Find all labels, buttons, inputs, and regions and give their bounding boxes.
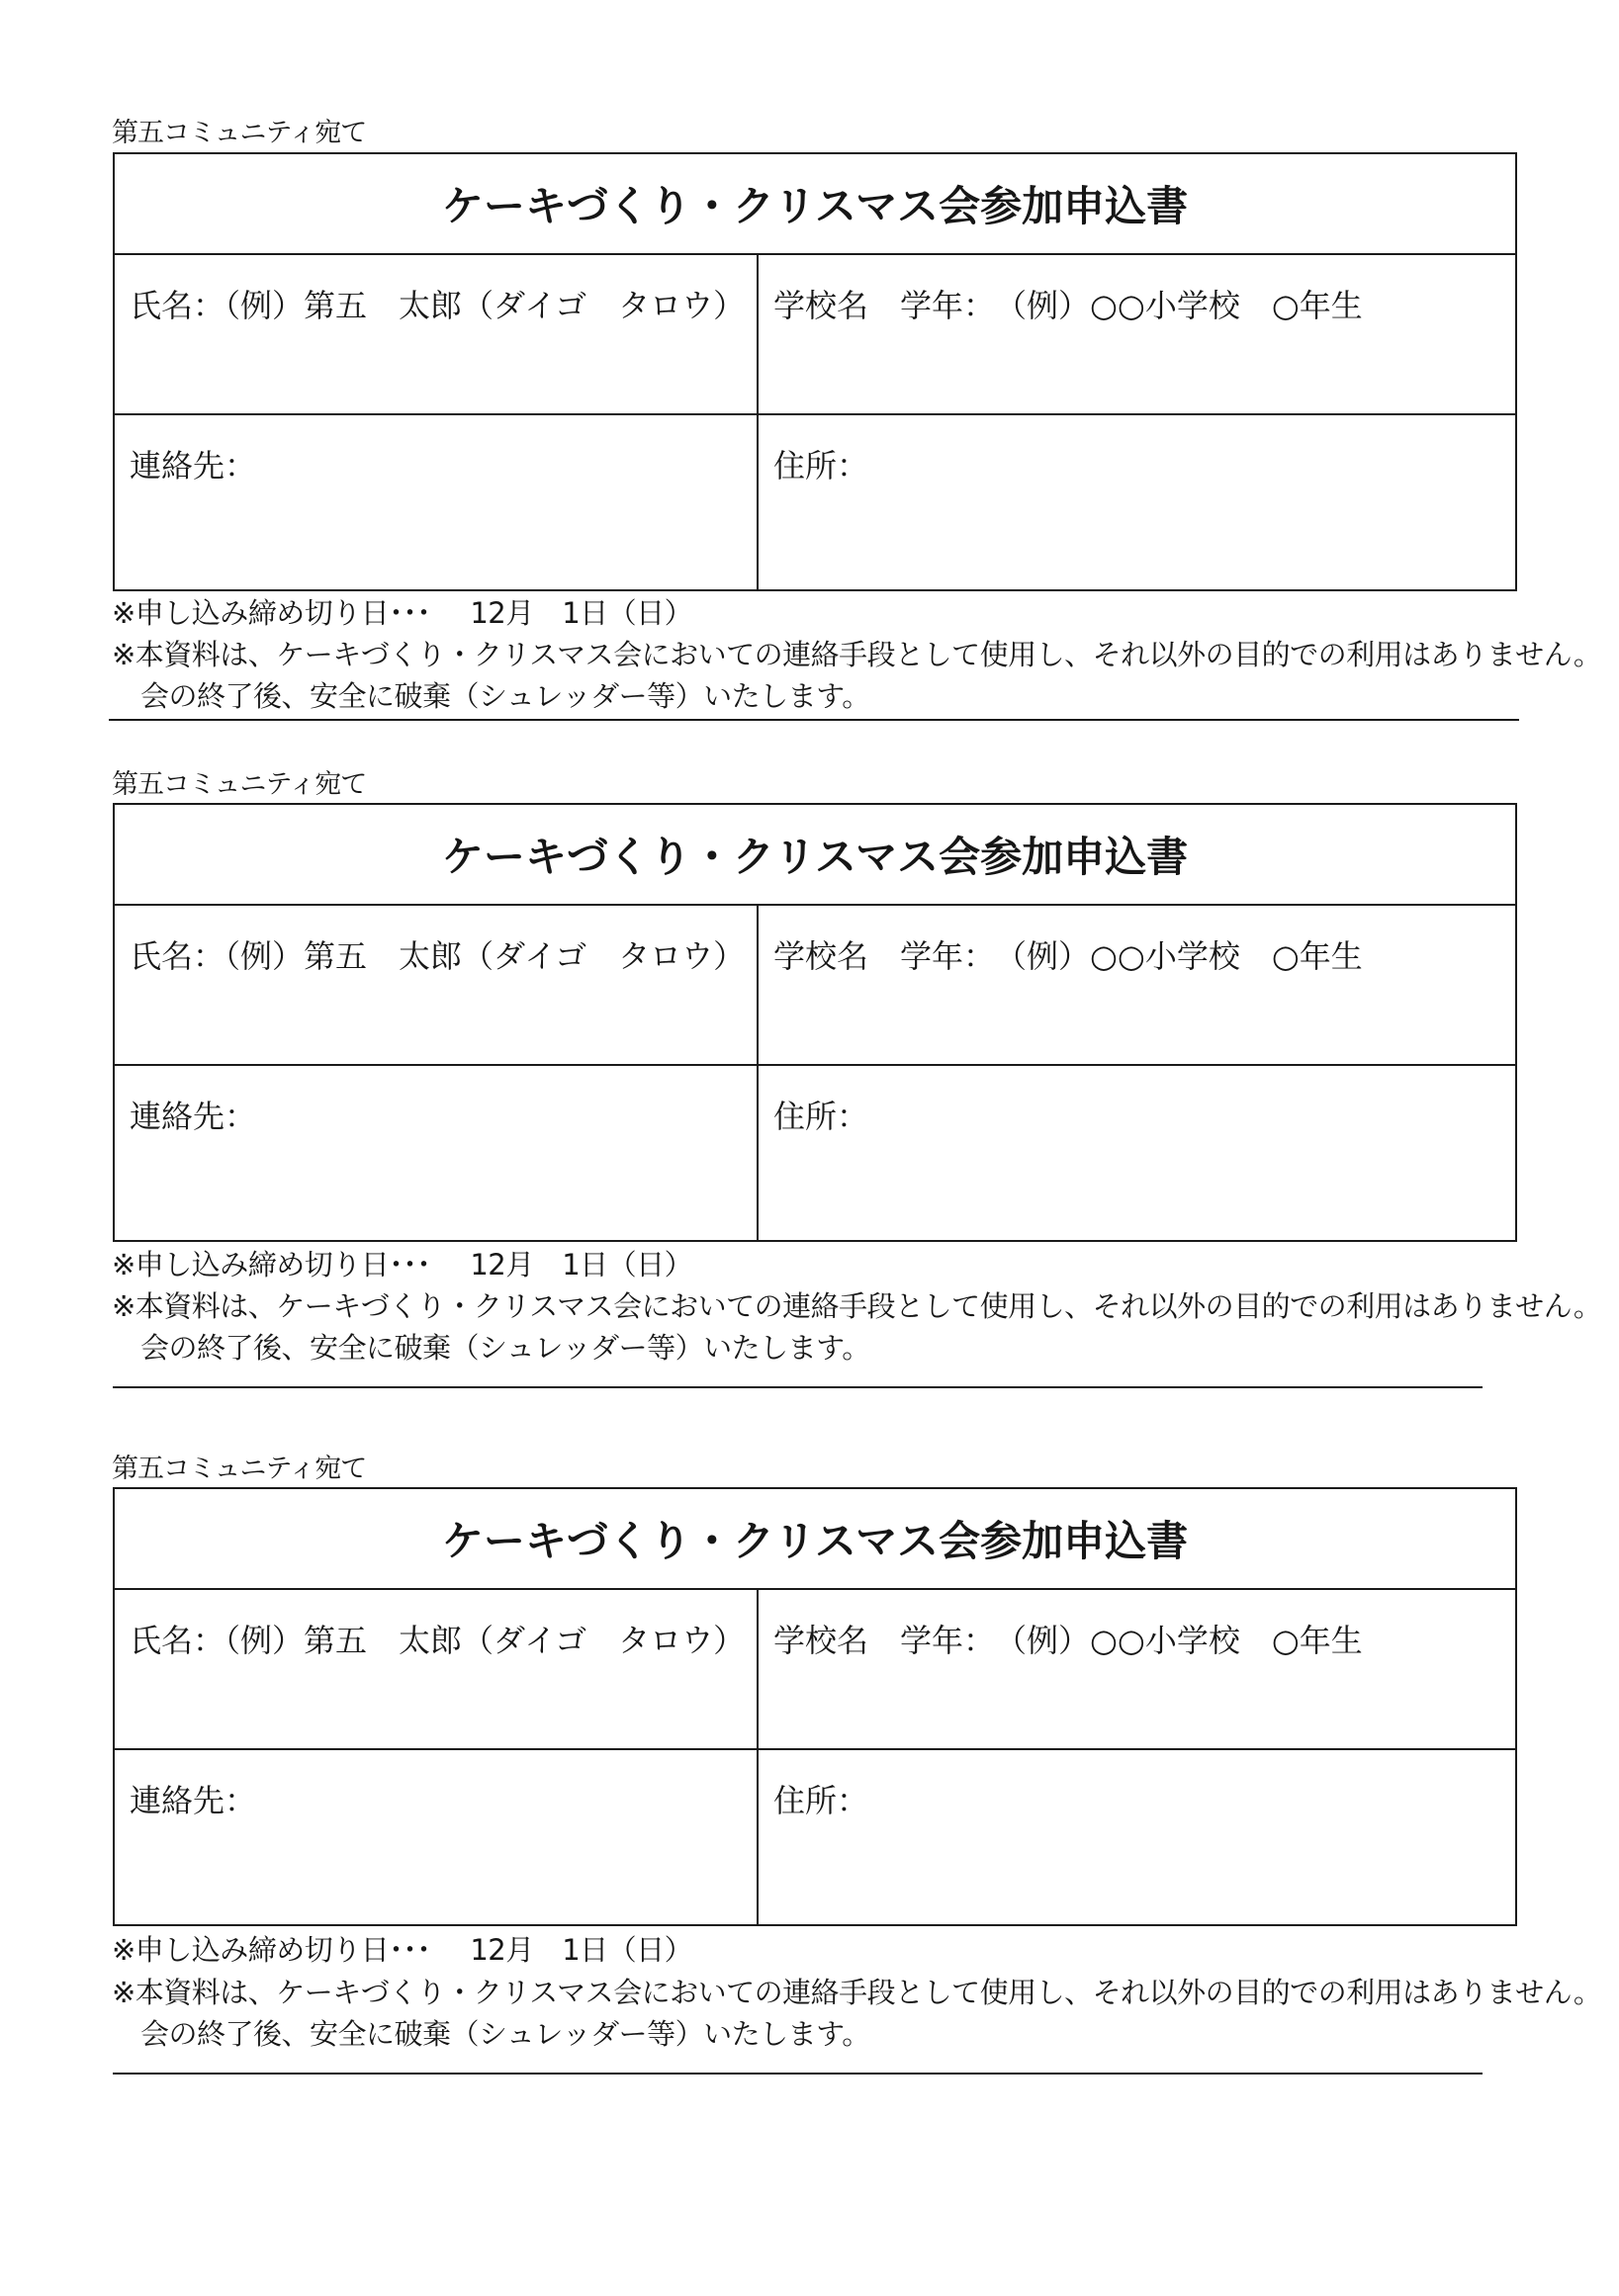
school-grade-field[interactable] <box>759 1590 1515 1748</box>
deadline-note <box>112 591 692 632</box>
form-row-contact-address <box>115 415 1515 589</box>
deadline-label: ※申し込み締め切り日･･･ <box>112 1248 431 1281</box>
addressee-text: 第五コミュニティ宛て <box>112 1454 367 1484</box>
privacy-notice-line1: ※本資料は、ケーキづくり・クリスマス会においての連絡手段として使用し、それ以外の目的での利用はありません。 <box>112 638 1602 671</box>
form-row-name-school <box>115 906 1515 1066</box>
addressee-text: 第五コミュニティ宛て <box>112 118 367 148</box>
contact-field[interactable] <box>115 415 759 589</box>
address-label: 住所： <box>773 447 869 485</box>
addressee-text: 第五コミュニティ宛て <box>112 769 367 800</box>
privacy-notice-line1: ※本資料は、ケーキづくり・クリスマス会においての連絡手段として使用し、それ以外の目的での利用はありません。 <box>112 1976 1602 2009</box>
form-title: ケーキづくり・クリスマス会参加申込書 <box>115 805 1515 906</box>
deadline-label: ※申し込み締め切り日･･･ <box>112 596 431 630</box>
contact-label: 連絡先： <box>130 447 257 485</box>
contact-label: 連絡先： <box>130 1098 257 1135</box>
cut-line <box>113 1386 1483 1388</box>
privacy-notice-line2: 会の終了後、安全に破棄（シュレッダー等）いたします。 <box>140 1331 870 1365</box>
form-table <box>113 152 1517 591</box>
form-row-name-school <box>115 1590 1515 1750</box>
privacy-notice-line2: 会の終了後、安全に破棄（シュレッダー等）いたします。 <box>140 679 870 713</box>
deadline-note <box>112 1928 692 1969</box>
deadline-date: 12月 1日（日） <box>470 1248 693 1281</box>
name-label: 氏名：（例）第五 太郎（ダイゴ タロウ） <box>130 1622 746 1659</box>
deadline-label: ※申し込み締め切り日･･･ <box>112 1933 431 1967</box>
address-field[interactable] <box>759 415 1515 589</box>
address-label: 住所： <box>773 1098 869 1135</box>
form-row-contact-address <box>115 1750 1515 1924</box>
contact-field[interactable] <box>115 1066 759 1240</box>
privacy-notice-line1: ※本資料は、ケーキづくり・クリスマス会においての連絡手段として使用し、それ以外の目的での利用はありません。 <box>112 1289 1602 1323</box>
form-table <box>113 1487 1517 1926</box>
contact-label: 連絡先： <box>130 1782 257 1819</box>
form-title: ケーキづくり・クリスマス会参加申込書 <box>115 154 1515 255</box>
school-grade-label: 学校名 学年： （例）○○小学校 ○年生 <box>773 937 1363 975</box>
deadline-date: 12月 1日（日） <box>470 596 693 630</box>
name-label: 氏名：（例）第五 太郎（ダイゴ タロウ） <box>130 287 746 324</box>
name-label: 氏名：（例）第五 太郎（ダイゴ タロウ） <box>130 937 746 975</box>
form-row-name-school <box>115 255 1515 415</box>
address-field[interactable] <box>759 1066 1515 1240</box>
address-field[interactable] <box>759 1750 1515 1924</box>
school-grade-label: 学校名 学年： （例）○○小学校 ○年生 <box>773 1622 1363 1659</box>
form-row-contact-address <box>115 1066 1515 1240</box>
name-field[interactable] <box>115 1590 759 1748</box>
address-label: 住所： <box>773 1782 869 1819</box>
school-grade-label: 学校名 学年： （例）○○小学校 ○年生 <box>773 287 1363 324</box>
school-grade-field[interactable] <box>759 906 1515 1064</box>
privacy-notice-line2: 会の終了後、安全に破棄（シュレッダー等）いたします。 <box>140 2017 870 2051</box>
deadline-date: 12月 1日（日） <box>470 1933 693 1967</box>
school-grade-field[interactable] <box>759 255 1515 413</box>
form-title: ケーキづくり・クリスマス会参加申込書 <box>115 1489 1515 1590</box>
cut-line <box>113 2073 1483 2075</box>
form-table <box>113 803 1517 1242</box>
cut-line <box>109 719 1519 721</box>
name-field[interactable] <box>115 255 759 413</box>
name-field[interactable] <box>115 906 759 1064</box>
contact-field[interactable] <box>115 1750 759 1924</box>
deadline-note <box>112 1243 692 1283</box>
